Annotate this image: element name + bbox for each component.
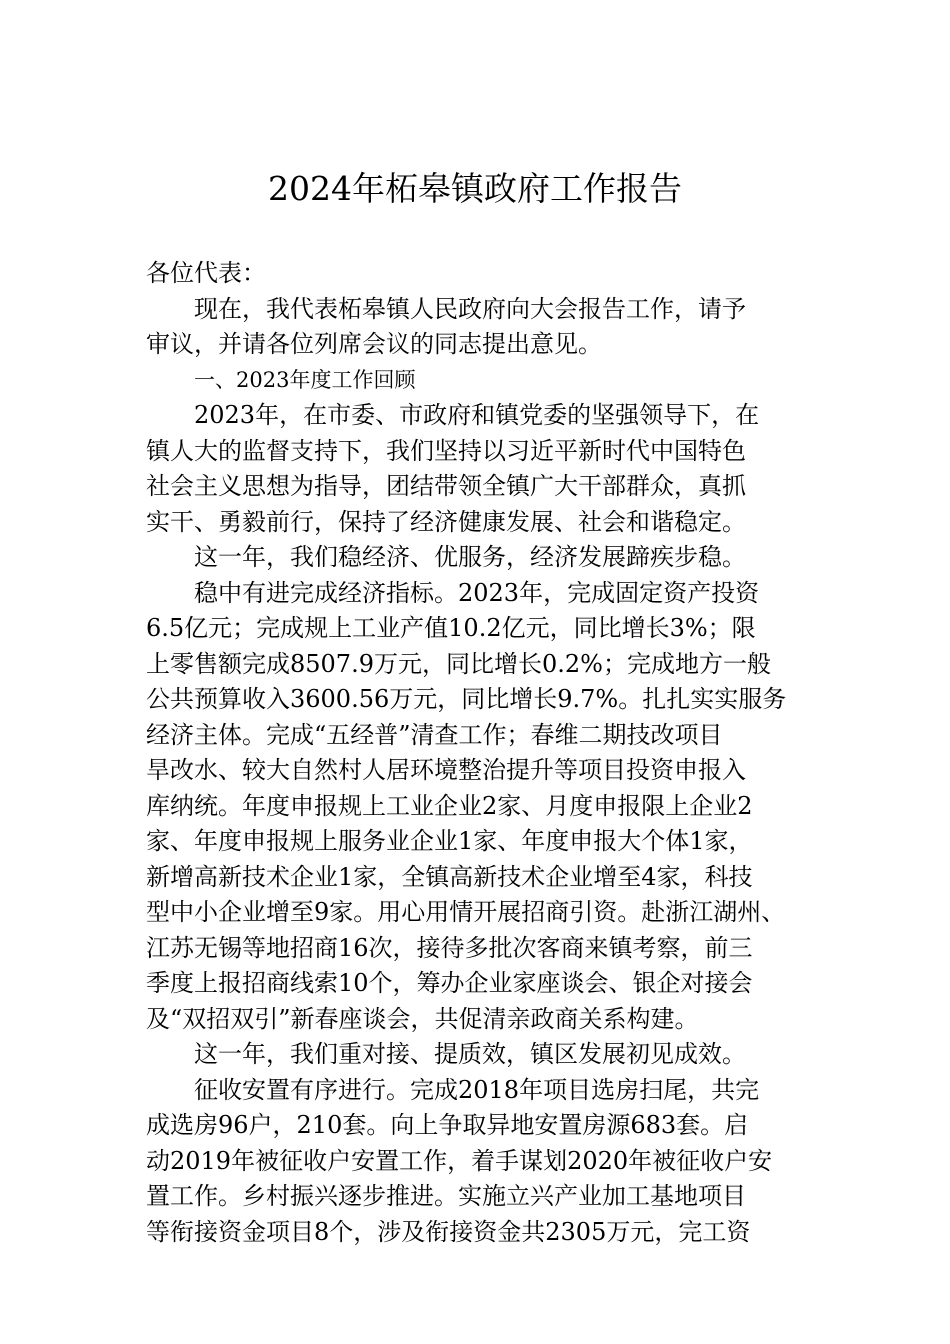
paragraph-line: 这一年，我们稳经济、优服务，经济发展蹄疾步稳。 bbox=[194, 543, 746, 571]
paragraph-line: 2023年，在市委、市政府和镇党委的坚强领导下，在 bbox=[194, 401, 760, 429]
paragraph-line: 征收安置有序进行。完成2018年项目选房扫尾，共完 bbox=[194, 1075, 760, 1104]
paragraph-line: 镇人大的监督支持下，我们坚持以习近平新时代中国特色 bbox=[146, 436, 746, 465]
paragraph-line: 置工作。乡村振兴逐步推进。实施立兴产业加工基地项目 bbox=[146, 1182, 746, 1210]
paragraph-line: 季度上报招商线索10个，筹办企业家座谈会、银企对接会 bbox=[146, 969, 753, 997]
paragraph-line: 现在，我代表柘皋镇人民政府向大会报告工作，请予 bbox=[194, 294, 746, 323]
paragraph-line: 及“双招双引”新春座谈会，共促清亲政商关系构建。 bbox=[146, 1004, 699, 1033]
section-heading: 一、2023年度工作回顾 bbox=[194, 367, 416, 392]
paragraph-line: 家、年度申报规上服务业企业1家、年度申报大个体1家， bbox=[146, 827, 753, 855]
paragraph-line: 上零售额完成8507.9万元，同比增长0.2%；完成地方一般 bbox=[146, 649, 771, 678]
paragraph-line: 各位代表： bbox=[146, 259, 266, 287]
paragraph-line: 稳中有进完成经济指标。2023年，完成固定资产投资 bbox=[194, 578, 760, 607]
paragraph-line: 型中小企业增至9家。用心用情开展招商引资。赴浙江湖州、 bbox=[146, 898, 786, 926]
document-title: 2024年柘皋镇政府工作报告 bbox=[268, 169, 682, 208]
paragraph-line: 成选房96户，210套。向上争取异地安置房源683套。启 bbox=[146, 1111, 749, 1139]
paragraph-line: 经济主体。完成“五经普”清查工作；春维二期技改项目 bbox=[146, 720, 723, 749]
paragraph-line: 社会主义思想为指导，团结带领全镇广大干部群众，真抓 bbox=[146, 472, 746, 500]
paragraph-line: 实干、勇毅前行，保持了经济健康发展、社会和谐稳定。 bbox=[146, 507, 746, 536]
paragraph-line: 审议，并请各位列席会议的同志提出意见。 bbox=[146, 330, 602, 358]
paragraph-line: 旱改水、较大自然村人居环境整治提升等项目投资申报入 bbox=[146, 756, 746, 784]
paragraph-line: 6.5亿元；完成规上工业产值10.2亿元，同比增长3%；限 bbox=[146, 614, 756, 642]
paragraph-line: 新增高新技术企业1家，全镇高新技术企业增至4家，科技 bbox=[146, 862, 753, 891]
paragraph-line: 库纳统。年度申报规上工业企业2家、月度申报限上企业2 bbox=[146, 791, 753, 820]
document-body bbox=[146, 256, 826, 1250]
paragraph-line: 动2019年被征收户安置工作，着手谋划2020年被征收户安 bbox=[146, 1146, 773, 1175]
paragraph-line: 江苏无锡等地招商16次，接待多批次客商来镇考察，前三 bbox=[146, 933, 753, 962]
paragraph-line: 等衔接资金项目8个，涉及衔接资金共2305万元，完工资 bbox=[146, 1217, 751, 1246]
paragraph-line: 公共预算收入3600.56万元，同比增长9.7%。扎扎实实服务 bbox=[146, 685, 787, 713]
paragraph-line: 这一年，我们重对接、提质效，镇区发展初见成效。 bbox=[194, 1040, 746, 1068]
